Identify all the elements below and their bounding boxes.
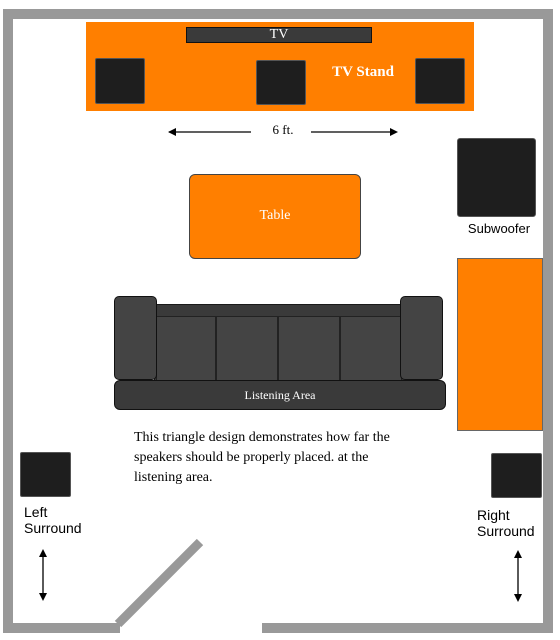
sofa-cushion xyxy=(278,316,340,382)
side-cabinet xyxy=(457,258,543,431)
sofa-cushion xyxy=(216,316,278,382)
left-surround-label-line2: Surround xyxy=(24,520,82,536)
sofa-left-arm xyxy=(114,296,157,380)
right-surround-label-line1: Right xyxy=(477,507,510,523)
right-surround-speaker xyxy=(491,453,542,498)
sofa xyxy=(114,296,446,412)
front-right-speaker xyxy=(415,58,465,104)
sofa-seat xyxy=(114,380,446,410)
distance-label: 6 ft. xyxy=(272,122,294,137)
sofa-label: Listening Area xyxy=(244,388,316,402)
right-surround-label xyxy=(477,507,535,539)
front-left-speaker xyxy=(95,58,145,104)
sofa-right-arm xyxy=(400,296,443,380)
sofa-cushion xyxy=(156,316,216,382)
table-label: Table xyxy=(259,208,291,223)
tv xyxy=(186,27,372,43)
left-surround-speaker xyxy=(20,452,71,497)
tv-label: TV xyxy=(269,27,289,42)
right-surround-arrow xyxy=(511,549,525,603)
sofa-cushion xyxy=(340,316,402,382)
left-surround-label xyxy=(24,504,82,536)
door-swing-wall xyxy=(118,542,200,624)
tv-stand xyxy=(86,22,474,111)
left-surround-label-line1: Left xyxy=(24,504,48,520)
right-surround-label-line2: Surround xyxy=(477,523,535,539)
subwoofer-label: Subwoofer xyxy=(467,221,531,236)
center-speaker xyxy=(256,60,306,105)
left-surround-arrow xyxy=(36,548,50,602)
subwoofer xyxy=(457,138,536,217)
description-text: This triangle design demonstrates how far the speakers should be properly placed. at the listening area. xyxy=(134,430,390,485)
tv-stand-label: TV Stand xyxy=(332,64,394,80)
table xyxy=(189,174,361,259)
